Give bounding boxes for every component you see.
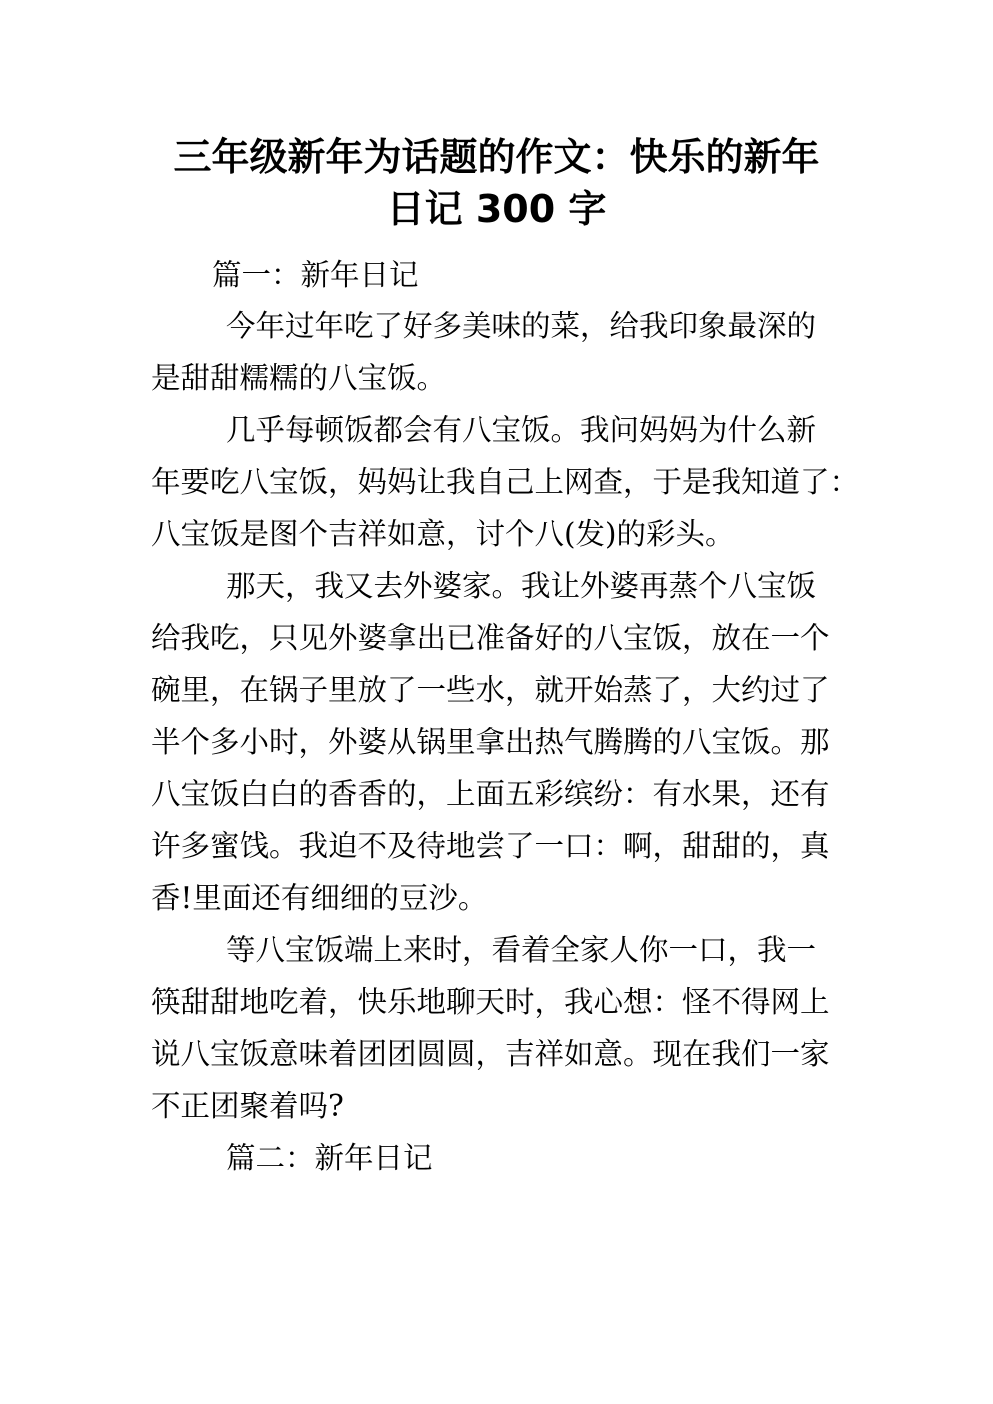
- paragraph-3-line-1: 那天，我又去外婆家。我让外婆再蒸个八宝饭: [226, 569, 817, 603]
- paragraph-3-line-6: 许多蜜饯。我迫不及待地尝了一口：啊，甜甜的，真: [151, 829, 830, 863]
- paragraph-3-line-3: 碗里，在锅子里放了一些水，就开始蒸了，大约过了: [151, 673, 830, 707]
- paragraph-2-line-1: 几乎每顿饭都会有八宝饭。我问妈妈为什么新: [226, 413, 817, 447]
- paragraph-2-line-2: 年要吃八宝饭，妈妈让我自己上网查，于是我知道了：: [151, 465, 860, 499]
- paragraph-4-line-2: 筷甜甜地吃着，快乐地聊天时，我心想：怪不得网上: [151, 985, 830, 1019]
- paragraph-3-line-5: 八宝饭白白的香香的，上面五彩缤纷：有水果，还有: [151, 777, 830, 811]
- paragraph-3-line-2: 给我吃，只见外婆拿出已准备好的八宝饭，放在一个: [151, 621, 830, 655]
- document-title-line-1: 三年级新年为话题的作文：快乐的新年: [173, 135, 820, 179]
- document-title-line-2: 日记 300 字: [386, 187, 607, 231]
- paragraph-4-line-1: 等八宝饭端上来时，看着全家人你一口，我一: [226, 933, 817, 967]
- paragraph-4-line-4: 不正团聚着吗?: [151, 1089, 344, 1123]
- section-heading-2: 篇二：新年日记: [226, 1141, 433, 1175]
- paragraph-1-line-2: 是甜甜糯糯的八宝饭。: [151, 361, 447, 395]
- paragraph-3-line-7: 香!里面还有细细的豆沙。: [151, 881, 488, 915]
- section-heading-1: 篇一：新年日记: [212, 258, 419, 292]
- paragraph-4-line-3: 说八宝饭意味着团团圆圆，吉祥如意。现在我们一家: [151, 1037, 830, 1071]
- paragraph-2-line-3: 八宝饭是图个吉祥如意，讨个八(发)的彩头。: [151, 517, 735, 551]
- paragraph-3-line-4: 半个多小时，外婆从锅里拿出热气腾腾的八宝饭。那: [151, 725, 830, 759]
- paragraph-1-line-1: 今年过年吃了好多美味的菜，给我印象最深的: [226, 309, 817, 343]
